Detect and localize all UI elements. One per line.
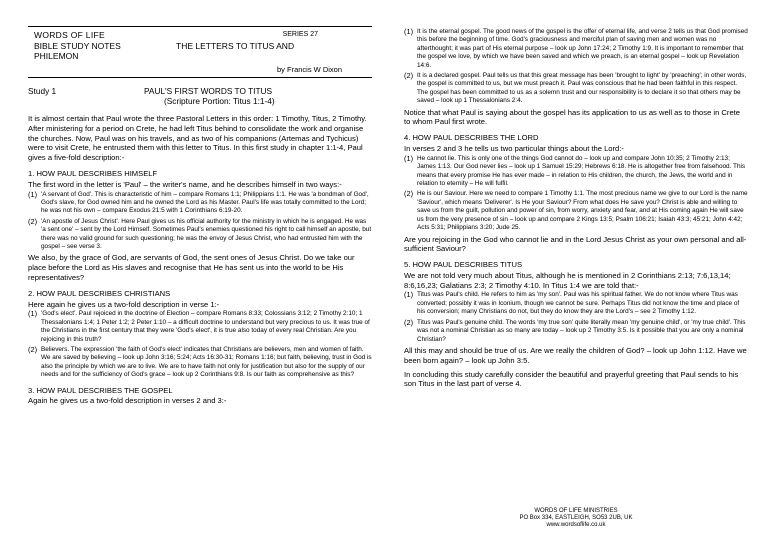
item-text: Titus was Paul's child. He refers to him as 'my son'. Paul was his spiritual father. We do not know where Titus was converted; possibly it was in Iconium, though we cannot be sure. Perhaps Titus did not know the time and place of his conversion; many Christians do not, but they do know they are the Lord's – see 2 Timothy 1:12.	[417, 291, 740, 316]
item-number: (1)	[404, 153, 414, 163]
list-item	[28, 218, 372, 252]
section-closing: Are you rejoicing in the God who cannot lie and in the Lord Jesus Christ as your own personal and all-sufficient Saviour?	[404, 234, 747, 254]
notes-label: BIBLE STUDY NOTES	[34, 41, 121, 51]
right-text-flow	[404, 28, 748, 393]
conclusion-paragraph: In concluding this study carefully consider the beautiful and prayerful greeting that Paul sends to his son Titus in the last part of verse 4.	[404, 369, 739, 389]
item-text: Believers. The expression 'the faith of God's elect' indicates that Christians are believers, men and women of faith. We are saved by believing – look up John 3:16; 5:24; Acts 16:30-31; Romans 1:16; but faith, believing, trust in God is also the principle by which we are to live. We are to have faith not only for justification but also for the supply of our needs and for the sufficiency of God's grace – look up 2 Corinthians 9:8. Is our faith as comprehensive as this?	[41, 346, 372, 379]
study-title: PAUL'S FIRST WORDS TO TITUS	[144, 86, 273, 96]
series-label: SERIES 27	[282, 31, 318, 38]
intro-paragraph: It is almost certain that Paul wrote the three Pastoral Letters in this order: 1 Timothy, Titus, 2 Timothy. After ministering for a period on Crete, he had left Titus behind to consolidate the work and organise the churches. Now, Paul was on his travels, and as two of his companions (Artemas and Tychicus) were to visit Crete, he entrusted them with this letter to Titus. In this first study in chapter 1:1-4, Paul gives a five-fold description:-	[28, 114, 367, 163]
study-number: Study 1	[28, 86, 57, 96]
section-closing: We also, by the grace of God, are servants of God, the sent ones of Jesus Christ. Do we take our place before the Lord as His slaves and recognise that He has sent us into the world to be His representatives?	[28, 253, 355, 283]
list-item	[28, 191, 372, 216]
section-heading: 3. HOW PAUL DESCRIBES THE GOSPEL	[28, 385, 173, 395]
section-closing: All this may and should be true of us. Are we really the children of God? – look up John 1:12. Have we been born again? – look up John 3:5.	[404, 345, 747, 365]
section-lead: Here again he gives us a two-fold description in verse 1:-	[28, 299, 220, 309]
footer	[404, 508, 748, 530]
item-number: (1)	[28, 189, 38, 199]
footer-web[interactable]: www.wordsoflife.co.uk	[546, 522, 606, 529]
section-heading: 1. HOW PAUL DESCRIBES HIMSELF	[28, 168, 158, 178]
list-item	[404, 319, 748, 344]
item-number: (1)	[404, 27, 414, 36]
brand-title: WORDS OF LIFE	[34, 30, 105, 40]
section-lead: In verses 2 and 3 he tells us two particular things about the Lord:-	[404, 144, 624, 154]
item-number: (2)	[404, 189, 414, 199]
item-number: (2)	[28, 345, 38, 355]
item-number: (2)	[404, 71, 414, 81]
section-closing: Notice that what Paul is saying about the gospel has its application to us as well as to those in Crete to whom Paul first wrote.	[404, 107, 741, 127]
item-text: He is our Saviour. Here we need to compare 1 Timothy 1:1. The most precious name we give to our Lord is the name 'Saviour', which means 'Deliverer'. Is He your Saviour? From what does He save you? Christ is able and willing to save us from the guilt, pollution and power of sin, from worry, anxiety and fear, and at His coming again He will save us from the very presence of sin – look up and compare 2 Kings 13:5; Psalm 106:21; Isaiah 43:3; 45:21; John 4:42; Acts 5:31; Philippians 3:20; Jude 25.	[417, 190, 748, 232]
footer-org: WORDS OF LIFE MINISTRIES	[534, 508, 618, 514]
item-text: Titus was Paul's genuine child. The words 'my true son' quite literally mean 'my genuine child', or 'my true child'. This was not a nominal Christian as so many are today – look up 2 Timothy 3:5. Is it possible that you are only a nominal Christian?	[417, 318, 746, 343]
section-lead: The first word in the letter is 'Paul' – the writer's name, and he describes himself in two ways:-	[28, 179, 342, 189]
item-text: It is the eternal gospel. The good news of the gospel is the offer of eternal life, and verse 2 tells us that God promised this before the beginning of time. God's graciousness and merciful plan of saving men and women was no afterthought; it was part of His eternal purpose – look up John 17:24; 2 Timothy 1:9. It is important to remember that the gospel we love, by which we have been saved and which we preach, is an eternal gospel – look up Revelation 14:6.	[417, 28, 748, 69]
item-text: He cannot lie. This is only one of the things God cannot do – look up and compare John 10:35; 2 Timothy 2:13; James 1:13. Our God never lies – look up 1 Samuel 15:29; Hebrews 6:18. He is altogether free from falsehood. This means that every promise He has ever made – in relation to His children, the church, the Jews, the world and in relation to eternity – He will fulfil.	[417, 154, 746, 188]
list-item	[404, 190, 748, 232]
section-heading: 5. HOW PAUL DESCRIBES TITUS	[404, 260, 523, 270]
section-lead: Again he gives us a two-fold description in verses 2 and 3:-	[28, 396, 227, 406]
scripture-portion: (Scripture Portion: Titus 1:1-4)	[164, 96, 275, 106]
list-item	[404, 28, 748, 70]
item-text: 'God's elect'. Paul rejoiced in the doctrine of Election – compare Romans 8:33; Colossians 3:12; 2 Timothy 2:10; 1 Thessalonians 1:4; 1 Peter 1:2; 2 Peter 1:10 – a difficult doctrine to understand but very precious to us. It was true of the Christians in the first century that they were 'God's elect', it is true also today of every real Christian. Are you rejoicing in this truth?	[41, 310, 370, 343]
item-number: (2)	[404, 317, 414, 327]
letters-subtitle: PHILEMON	[34, 51, 79, 61]
item-number: (2)	[28, 216, 38, 226]
list-item	[404, 291, 748, 316]
author-line: by Francis W Dixon	[276, 65, 342, 74]
letters-title: THE LETTERS TO TITUS AND	[176, 41, 295, 51]
section-heading: 2. HOW PAUL DESCRIBES CHRISTIANS	[28, 288, 171, 298]
right-column	[404, 0, 748, 543]
left-text-flow	[28, 114, 372, 407]
section-heading: 4. HOW PAUL DESCRIBES THE LORD	[404, 133, 539, 143]
item-text: 'A servant of God'. This is characteristic of him – compare Romans 1:1; Philippians 1:1. He was 'a bondman of God', God's slave, for God owned him and he owned the Lord as his Master. Paul's life was totally committed to the Lord; he was not his own – compare Exodus 21:5 with 1 Corinthians 6:19-20.	[41, 190, 369, 215]
item-text: 'An apostle of Jesus Christ'. Here Paul gives us his official authority for the ministry in which he is engaged. He was 'a sent one' – sent by the Lord Himself. Sometimes Paul's enemies questioned his right to call himself an apostle, but there was no valid ground for such questioning; he was the envoy of Jesus Christ, who had entrusted him with the gospel – see verse 3.	[41, 217, 372, 251]
section-lead: We are not told very much about Titus, although he is mentioned in 2 Corinthians 2:13; 7:6,13,14; 8:6,16,23; Galatians 2:3; 2 Timothy 4:10. In Titus 1:4 we are told that:-	[404, 270, 731, 290]
item-number: (1)	[28, 309, 38, 319]
header-box	[28, 26, 372, 78]
list-item	[28, 346, 372, 380]
list-item	[404, 72, 748, 106]
list-item	[28, 310, 372, 344]
item-number: (1)	[404, 290, 414, 300]
list-item	[404, 155, 748, 189]
left-column	[28, 0, 372, 543]
footer-address: PO Box 334, EASTLEIGH, SO53 2UB, UK	[519, 515, 633, 522]
item-text: It is a declared gospel. Paul tells us that this great message has been 'brought to light' by 'preaching'; in other words, the gospel is committed to us, but we must preach it. Paul was conscious that he had been faithful in this respect. The gospel has been committed to us as a solemn trust and our responsibility is to declare it so that others may be saved – look up 1 Thessalonians 2:4.	[417, 72, 747, 105]
